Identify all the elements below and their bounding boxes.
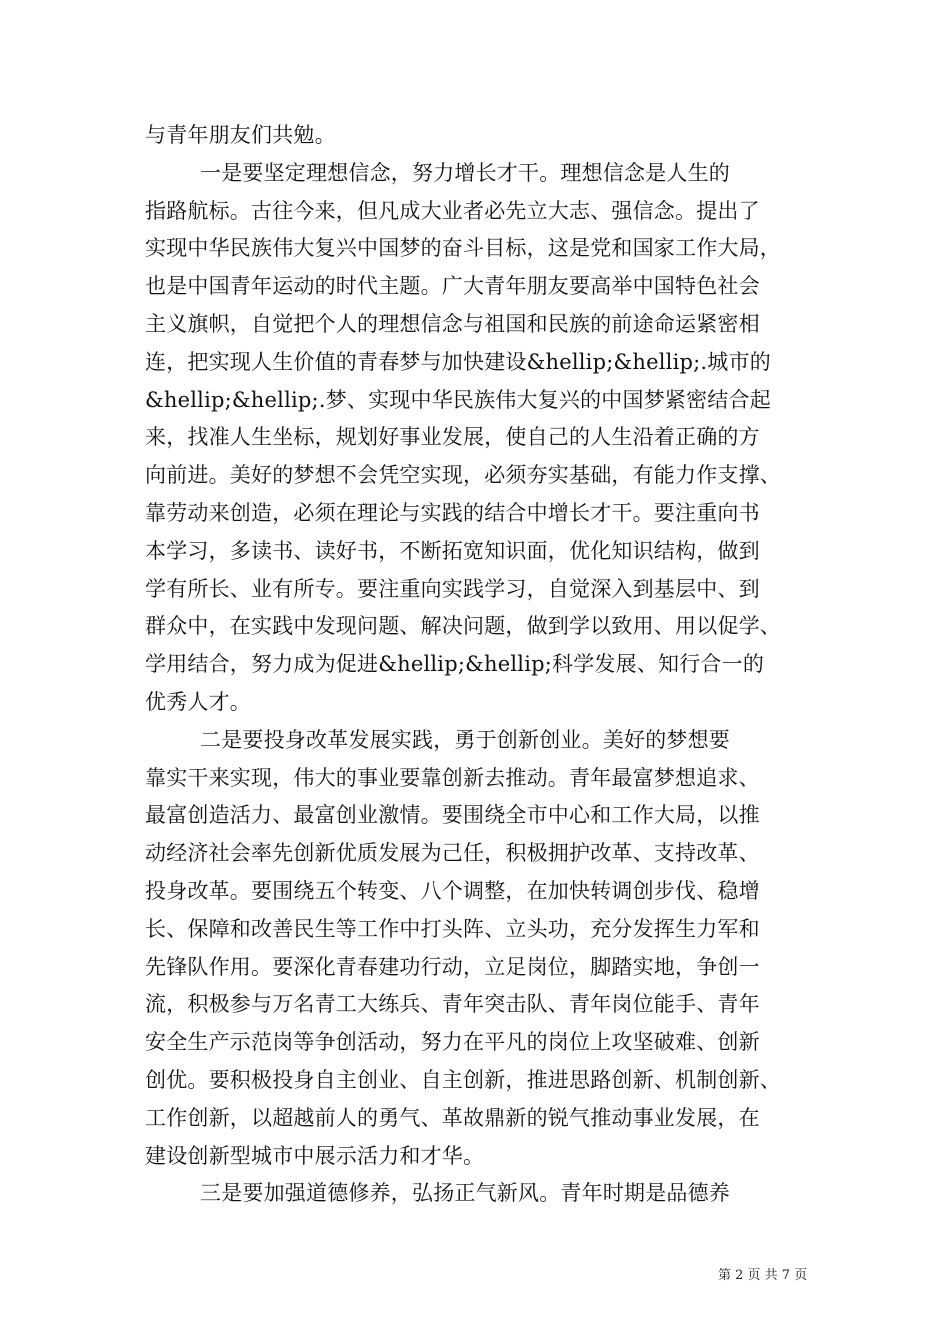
text-line: 来，找准人生坐标，规划好事业发展，使自己的人生沿着正确的方 bbox=[145, 425, 760, 450]
text-line: 群众中，在实践中发现问题、解决问题，做到学以致用、用以促学、 bbox=[145, 614, 781, 639]
text-line: 创优。要积极投身自主创业、自主创新，推进思路创新、机制创新、 bbox=[145, 1067, 781, 1092]
text-line: 三是要加强道德修养，弘扬正气新风。青年时期是品德养 bbox=[145, 1181, 730, 1206]
text-line: 流，积极参与万名青工大练兵、青年突击队、青年岗位能手、青年 bbox=[145, 992, 760, 1017]
text-line: 动经济社会率先创新优质发展为己任，积极拥护改革、支持改革、 bbox=[145, 841, 760, 866]
text-line: 投身改革。要围绕五个转变、八个调整，在加快转调创步伐、稳增 bbox=[145, 878, 760, 903]
text-line: 长、保障和改善民生等工作中打头阵、立头功，充分发挥生力军和 bbox=[145, 916, 760, 941]
text-line: 主义旗帜，自觉把个人的理想信念与祖国和民族的前途命运紧密相 bbox=[145, 311, 760, 336]
text-line: 工作创新，以超越前人的勇气、革故鼎新的锐气推动事业发展，在 bbox=[145, 1105, 760, 1130]
text-line: 学有所长、业有所专。要注重向实践学习，自觉深入到基层中、到 bbox=[145, 576, 760, 601]
text-line: 与青年朋友们共勉。 bbox=[145, 123, 336, 147]
text-line: 优秀人才。 bbox=[145, 689, 251, 714]
text-line: 实现中华民族伟大复兴中国梦的奋斗目标，这是党和国家工作大局， bbox=[145, 236, 781, 261]
text-line: 最富创造活力、最富创业激情。要围绕全市中心和工作大局，以推 bbox=[145, 803, 760, 828]
page-number-footer: 第 2 页 共 7 页 bbox=[718, 1268, 808, 1283]
text-line: 连，把实现人生价值的青春梦与加快建设&hellip;&hellip;.城市的 bbox=[145, 349, 771, 374]
text-line: &hellip;&hellip;.梦、实现中华民族伟大复兴的中国梦紧密结合起 bbox=[145, 387, 771, 412]
text-line: 安全生产示范岗等争创活动，努力在平凡的岗位上攻坚破难、创新 bbox=[145, 1030, 760, 1055]
text-line: 二是要投身改革发展实践，勇于创新创业。美好的梦想要 bbox=[145, 727, 730, 752]
text-line: 一是要坚定理想信念，努力增长才干。理想信念是人生的 bbox=[145, 160, 730, 185]
text-line: 也是中国青年运动的时代主题。广大青年朋友要高举中国特色社会 bbox=[145, 274, 760, 299]
text-line: 靠劳动来创造，必须在理论与实践的结合中增长才干。要注重向书 bbox=[145, 500, 760, 525]
body-text bbox=[145, 117, 835, 1213]
text-line: 先锋队作用。要深化青春建功行动，立足岗位，脚踏实地，争创一 bbox=[145, 954, 760, 979]
text-line: 学用结合，努力成为促进&hellip;&hellip;科学发展、知行合一的 bbox=[145, 652, 765, 677]
text-line: 建设创新型城市中展示活力和才华。 bbox=[145, 1143, 485, 1168]
text-line: 向前进。美好的梦想不会凭空实现，必须夯实基础，有能力作支撑、 bbox=[145, 463, 781, 488]
text-line: 靠实干来实现，伟大的事业要靠创新去推动。青年最富梦想追求、 bbox=[145, 765, 760, 790]
text-line: 指路航标。古往今来，但凡成大业者必先立大志、强信念。提出了 bbox=[145, 198, 760, 223]
text-line: 本学习，多读书、读好书，不断拓宽知识面，优化知识结构，做到 bbox=[145, 538, 760, 563]
